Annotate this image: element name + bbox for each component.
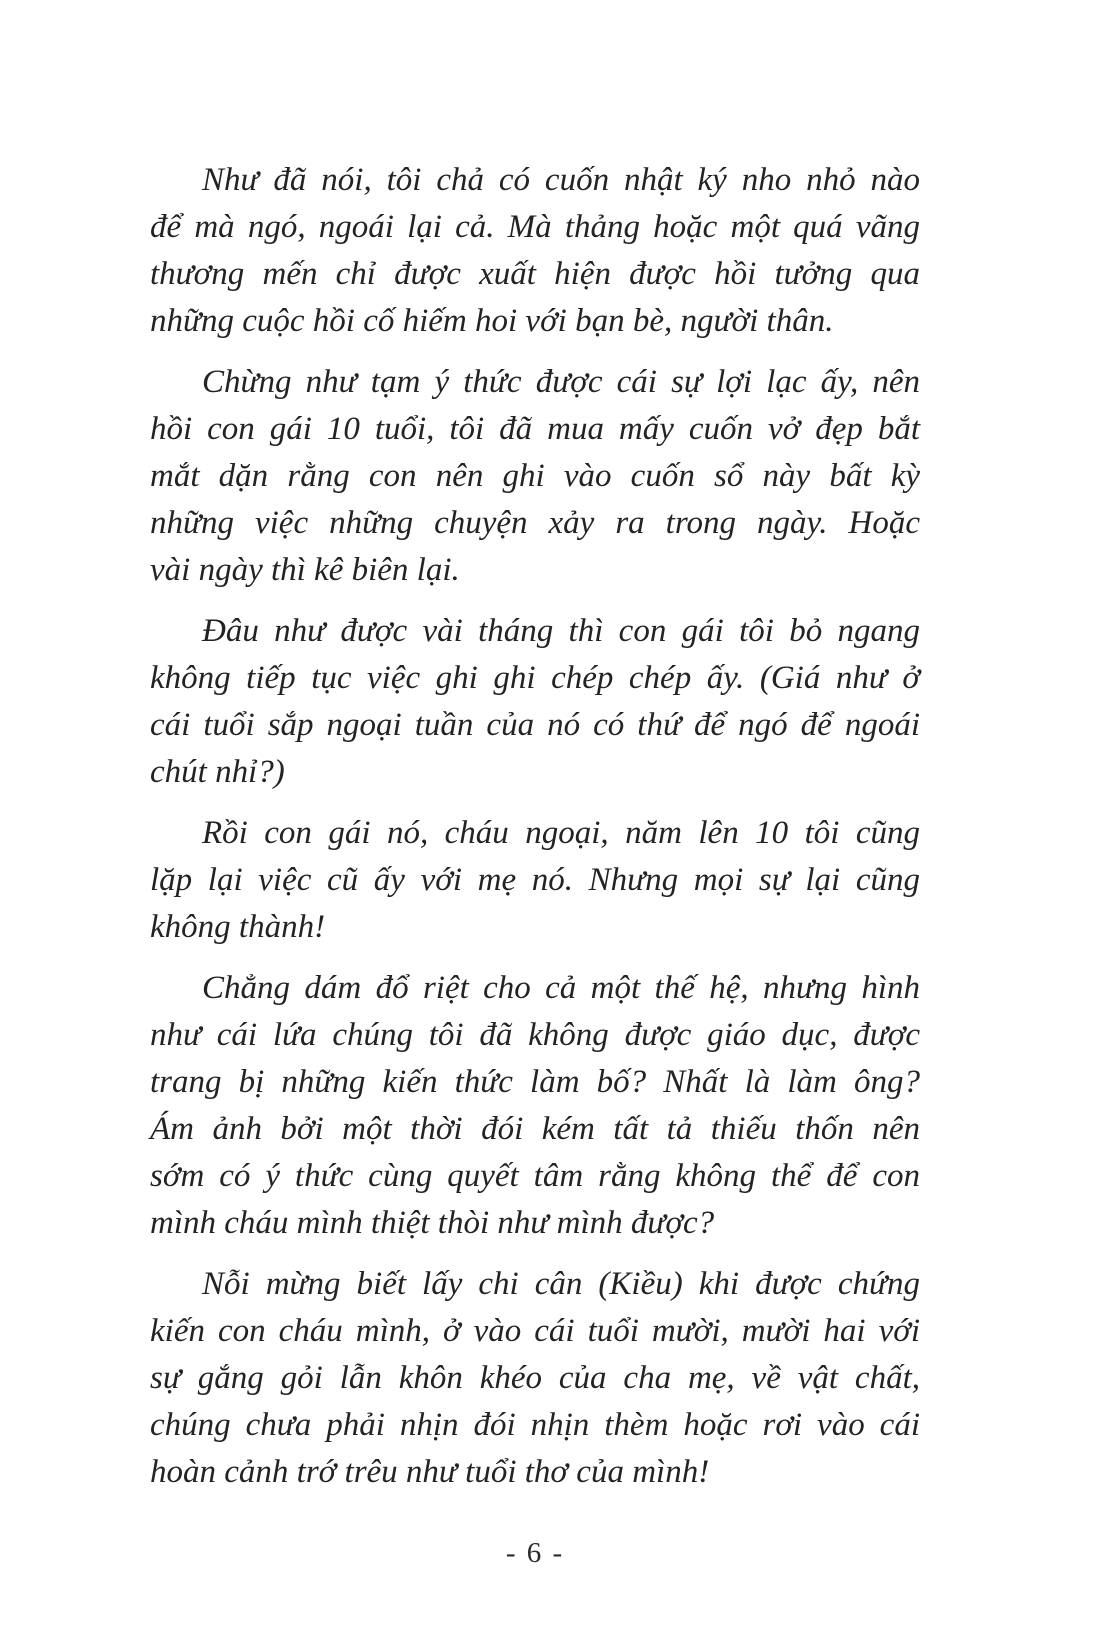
text-line: không thành! bbox=[150, 909, 326, 945]
text-line: mắt dặn rằng con nên ghi vào cuốn sổ này bất kỳ bbox=[150, 458, 920, 494]
text-line: trang bị những kiến thức làm bố? Nhất là làm ông? bbox=[150, 1064, 920, 1100]
text-line: Ám ảnh bởi một thời đói kém tất tả thiếu thốn nên bbox=[150, 1111, 920, 1147]
text-line: những việc những chuyện xảy ra trong ngày. Hoặc bbox=[150, 505, 920, 541]
paragraph bbox=[150, 608, 920, 796]
text-line: không tiếp tục việc ghi ghi chép chép ấy. (Giá như ở bbox=[150, 660, 920, 696]
text-line: để mà ngó, ngoái lại cả. Mà thảng hoặc một quá vãng bbox=[150, 209, 920, 245]
text-line: mình cháu mình thiệt thòi như mình được? bbox=[150, 1205, 715, 1241]
text-line: Đâu như được vài tháng thì con gái tôi bỏ ngang bbox=[202, 613, 920, 649]
paragraph bbox=[150, 157, 920, 345]
paragraph bbox=[150, 1261, 920, 1496]
text-line: thương mến chỉ được xuất hiện được hồi tưởng qua bbox=[150, 256, 920, 292]
text-line: lặp lại việc cũ ấy với mẹ nó. Nhưng mọi sự lại cũng bbox=[150, 862, 920, 898]
text-line: sự gắng gỏi lẫn khôn khéo của cha mẹ, về vật chất, bbox=[150, 1360, 920, 1396]
text-line: như cái lứa chúng tôi đã không được giáo dục, được bbox=[150, 1017, 920, 1053]
text-line: chúng chưa phải nhịn đói nhịn thèm hoặc rơi vào cái bbox=[150, 1407, 920, 1443]
text-line: hoàn cảnh trớ trêu như tuổi thơ của mình! bbox=[150, 1454, 710, 1490]
paragraph bbox=[150, 359, 920, 594]
paragraph bbox=[150, 965, 920, 1247]
paragraph bbox=[150, 810, 920, 951]
text-line: Nỗi mừng biết lấy chi cân (Kiều) khi được chứng bbox=[202, 1266, 920, 1302]
text-line: hồi con gái 10 tuổi, tôi đã mua mấy cuốn vở đẹp bắt bbox=[150, 411, 920, 447]
text-line: Chừng như tạm ý thức được cái sự lợi lạc ấy, nên bbox=[202, 364, 920, 400]
text-line: Như đã nói, tôi chả có cuốn nhật ký nho nhỏ nào bbox=[202, 162, 920, 198]
text-line: chút nhỉ?) bbox=[150, 754, 285, 790]
text-line: vài ngày thì kê biên lại. bbox=[150, 552, 460, 588]
text-line: sớm có ý thức cùng quyết tâm rằng không thể để con bbox=[150, 1158, 920, 1194]
page-number: - 6 - bbox=[505, 1537, 565, 1569]
text-line: Rồi con gái nó, cháu ngoại, năm lên 10 tôi cũng bbox=[202, 815, 920, 851]
body-text bbox=[150, 157, 920, 1510]
text-line: Chẳng dám đổ riệt cho cả một thế hệ, nhưng hình bbox=[202, 970, 920, 1006]
text-line: những cuộc hồi cố hiếm hoi với bạn bè, người thân. bbox=[150, 303, 834, 339]
text-line: kiến con cháu mình, ở vào cái tuổi mười, mười hai với bbox=[150, 1313, 920, 1349]
text-line: cái tuổi sắp ngoại tuần của nó có thứ để ngó để ngoái bbox=[150, 707, 920, 743]
